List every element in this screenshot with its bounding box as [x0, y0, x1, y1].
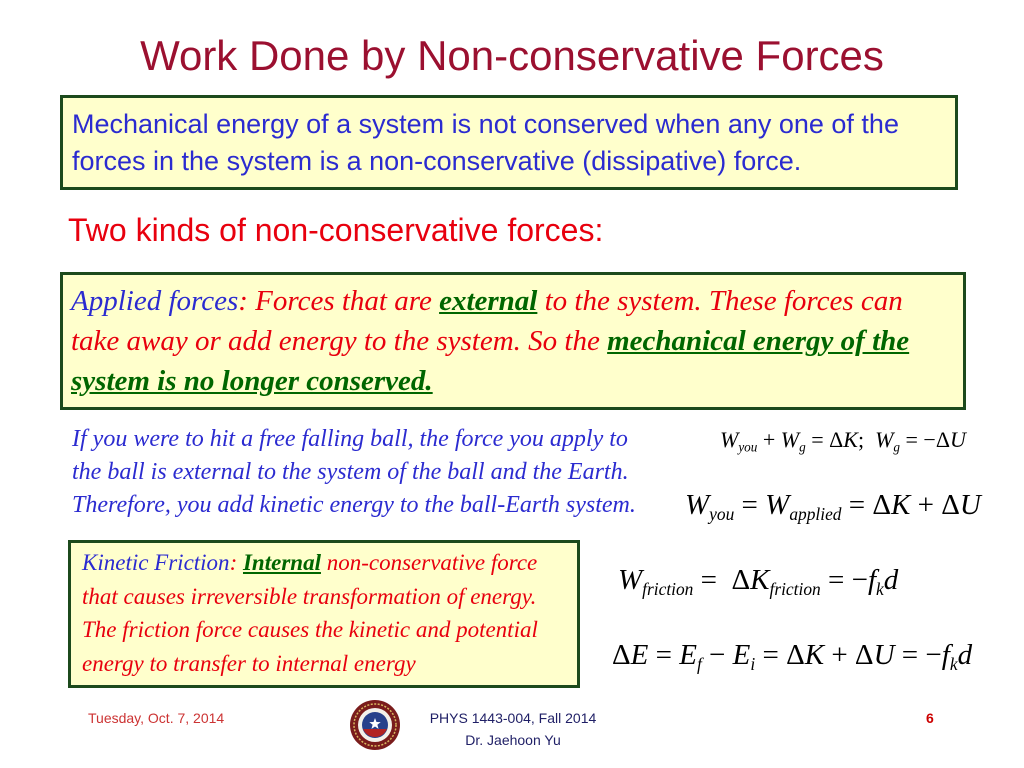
eq-variable: E — [732, 639, 751, 671]
eq-subscript: f — [696, 654, 702, 675]
eq-operator: + Δ — [824, 639, 874, 671]
kinetic-friction-box — [68, 540, 580, 688]
eq-subscript: you — [709, 504, 735, 525]
eq-operator: − — [701, 639, 733, 671]
eq-operator: = — [648, 639, 680, 671]
eq-subscript: k — [876, 579, 884, 600]
eq-variable: U — [873, 639, 895, 671]
eq-subscript: k — [949, 654, 958, 675]
equation-work-applied — [685, 487, 981, 523]
eq-operator: = — [734, 489, 766, 521]
eq-operator: = − — [820, 564, 868, 596]
internal-emphasis: Internal — [242, 550, 321, 575]
applied-forces-colon: : — [238, 285, 248, 317]
eq-subscript: g — [893, 439, 901, 455]
eq-operator: Δ — [612, 639, 631, 671]
eq-variable: W — [780, 427, 800, 452]
eq-subscript: friction — [642, 579, 694, 600]
footer-course: PHYS 1443-004, Fall 2014 — [429, 710, 597, 726]
page-number: 6 — [926, 710, 934, 726]
kinetic-friction-text: non-conservative force that causes irreversible transformation of energy. The friction force causes the kinetic and potential energy to transfer to internal energy — [82, 550, 538, 676]
eq-variable: E — [630, 639, 649, 671]
applied-forces-text-1: Forces that are — [247, 285, 440, 317]
eq-operator: + Δ — [910, 489, 960, 521]
definition-box — [60, 95, 958, 190]
applied-forces-box — [60, 272, 966, 410]
eq-operator: = Δ — [693, 564, 751, 596]
equation-work-friction — [618, 562, 898, 598]
eq-variable: K — [804, 639, 825, 671]
eq-variable: U — [949, 427, 966, 452]
footer-author: Dr. Jaehoon Yu — [465, 732, 561, 748]
university-seal-icon — [349, 699, 401, 751]
footer-date: Tuesday, Oct. 7, 2014 — [88, 710, 225, 726]
eq-variable: K — [843, 427, 858, 452]
eq-subscript: friction — [769, 579, 821, 600]
eq-variable: d — [957, 639, 973, 671]
kinetic-friction-colon: : — [229, 550, 238, 575]
energy-not-conserved-emphasis: mechanical energy of the system is no longer conserved. — [71, 325, 910, 397]
eq-variable: d — [883, 564, 899, 596]
eq-subscript: you — [738, 439, 758, 455]
eq-subscript: i — [750, 654, 756, 675]
eq-variable: E — [679, 639, 697, 671]
eq-operator: + — [757, 427, 781, 452]
section-heading: Two kinds of non-conservative forces: — [68, 212, 604, 248]
eq-variable: f — [941, 639, 950, 671]
applied-forces-label: Applied forces — [71, 285, 239, 317]
slide-title: Work Done by Non-conservative Forces — [140, 32, 884, 79]
kinetic-friction-label: Kinetic Friction — [82, 550, 230, 575]
eq-variable: W — [685, 489, 710, 521]
ball-example-text: If you were to hit a free falling ball, the force you apply to the ball is external to the system of the ball and the Earth. Therefore, you add kinetic energy to the ball-Earth system. — [72, 426, 636, 518]
equation-energy-change — [612, 637, 972, 673]
eq-variable: f — [867, 564, 876, 596]
eq-variable: W — [765, 489, 790, 521]
eq-subscript: g — [799, 439, 806, 455]
kinetic-friction-paragraph — [71, 543, 577, 680]
definition-text: Mechanical energy of a system is not conserved when any one of the forces in the system is a non-conservative (dissipative) force. — [72, 109, 899, 176]
applied-forces-text-2: to the system. These forces can take away or add energy to the system. So the — [71, 285, 903, 357]
eq-variable: K — [891, 489, 911, 521]
eq-variable: U — [959, 489, 981, 521]
eq-subscript: applied — [789, 504, 842, 525]
eq-variable: K — [750, 564, 770, 596]
eq-operator: = Δ — [841, 489, 892, 521]
eq-operator: = −Δ — [900, 427, 950, 452]
eq-variable: W — [720, 427, 739, 452]
equation-work-you-gravity — [720, 425, 966, 455]
eq-operator: = Δ — [755, 639, 805, 671]
eq-operator: = − — [894, 639, 942, 671]
applied-forces-paragraph — [63, 275, 963, 401]
eq-variable: W — [875, 427, 894, 452]
eq-variable: W — [618, 564, 643, 596]
eq-operator: ; — [857, 427, 876, 452]
external-emphasis: external — [439, 285, 538, 317]
eq-operator: = Δ — [805, 427, 844, 452]
